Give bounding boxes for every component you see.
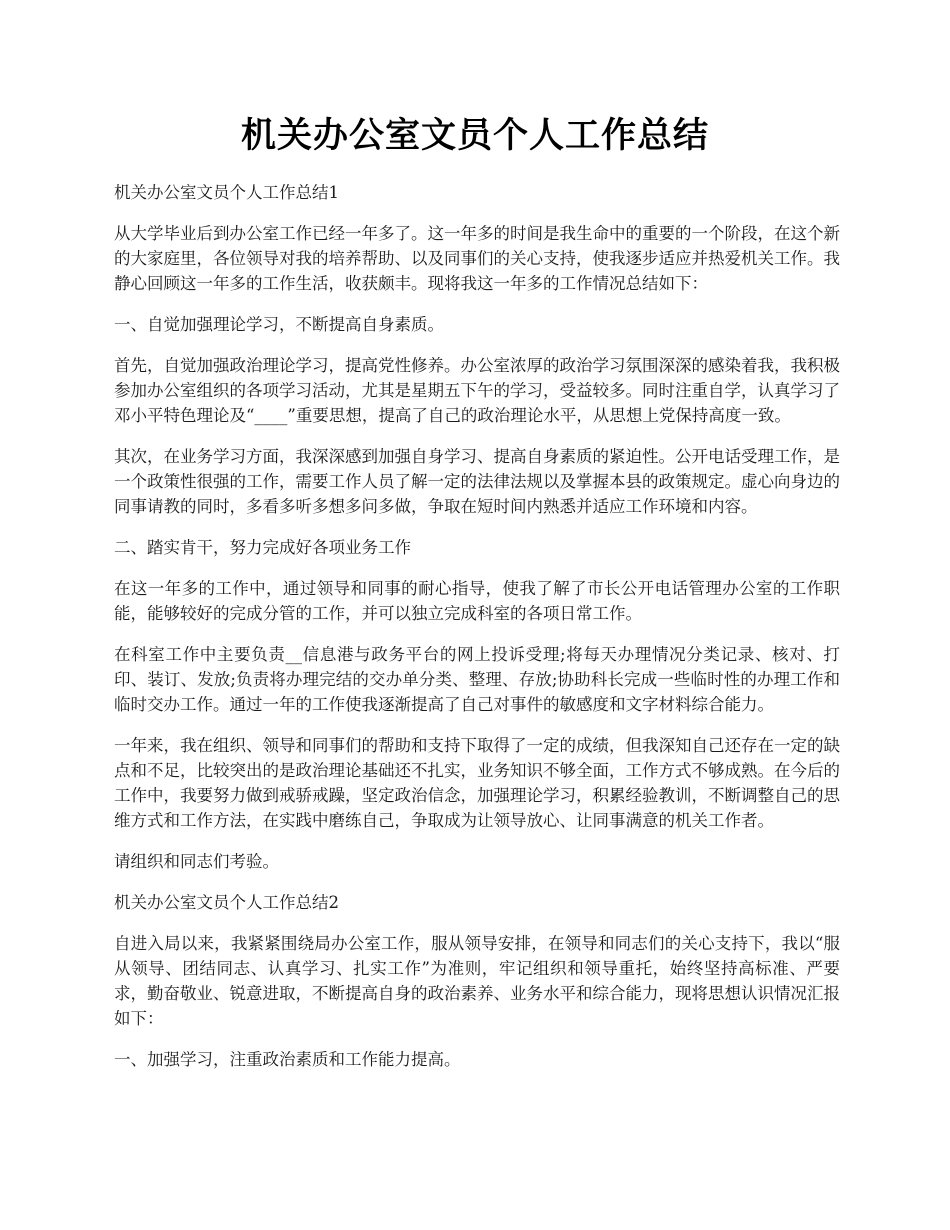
paragraph: 自进入局以来，我紧紧围绕局办公室工作，服从领导安排，在领导和同志们的关心支持下，我以“服从领导、团结同志、认真学习、扎实工作”为准则，牢记组织和领导重托，始终坚持高标准、严要求，勤奋敬业、锐意进取，不断提高自身的政治素养、业务水平和综合能力，现将思想认识情况汇报如下： (114, 934, 840, 1028)
paragraph: 其次，在业务学习方面，我深深感到加强自身学习、提高自身素质的紧迫性。公开电话受理工作，是一个政策性很强的工作，需要工作人员了解一定的法律法规以及掌握本县的政策规定。虚心向身边的同事请教的同时，多看多听多想多问多做，争取在短时间内熟悉并适应工作环境和内容。 (114, 447, 840, 516)
paragraph: 请组织和同志们考验。 (114, 852, 279, 871)
subheading: 一、加强学习，注重政治素质和工作能力提高。 (114, 1050, 461, 1069)
section-heading-2: 机关办公室文员个人工作总结2 (114, 893, 339, 912)
subheading: 二、踏实肯干，努力完成好各项业务工作 (114, 538, 411, 557)
paragraph: 在科室工作中主要负责__信息港与政务平台的网上投诉受理;将每天办理情况分类记录、核对、打印、装订、发放;负责将办理完结的交办单分类、整理、存放;协助科长完成一些临时性的办理工作和临时交办工作。通过一年的工作使我逐渐提高了自己对事件的敏感度和文字材料综合能力。 (114, 645, 840, 714)
document-body (114, 180, 840, 1088)
document-title: 机关办公室文员个人工作总结 (240, 115, 709, 156)
paragraph: 从大学毕业后到办公室工作已经一年多了。这一年多的时间是我生命中的重要的一个阶段，在这个新的大家庭里，各位领导对我的培养帮助、以及同事们的关心支持，使我逐步适应并热爱机关工作。我静心回顾这一年多的工作生活，收获颇丰。现将我这一年多的工作情况总结如下： (114, 224, 840, 293)
paragraph: 首先，自觉加强政治理论学习，提高党性修养。办公室浓厚的政治学习氛围深深的感染着我，我积极参加办公室组织的各项学习活动，尤其是星期五下午的学习，受益较多。同时注重自学，认真学习了邓小平特色理论及“____”重要思想，提高了自己的政治理论水平，从思想上党保持高度一致。 (114, 356, 840, 425)
paragraph: 在这一年多的工作中，通过领导和同事的耐心指导，使我了解了市长公开电话管理办公室的工作职能，能够较好的完成分管的工作，并可以独立完成科室的各项日常工作。 (114, 579, 840, 623)
section-heading-1: 机关办公室文员个人工作总结1 (114, 183, 339, 202)
paragraph: 一年来，我在组织、领导和同事们的帮助和支持下取得了一定的成绩，但我深知自己还存在一定的缺点和不足，比较突出的是政治理论基础还不扎实，业务知识不够全面，工作方式不够成熟。在今后的工作中，我要努力做到戒骄戒躁，坚定政治信念，加强理论学习，积累经验教训，不断调整自己的思维方式和工作方法，在实践中磨练自己，争取成为让领导放心、让同事满意的机关工作者。 (114, 736, 840, 830)
subheading: 一、自觉加强理论学习，不断提高自身素质。 (114, 315, 444, 334)
